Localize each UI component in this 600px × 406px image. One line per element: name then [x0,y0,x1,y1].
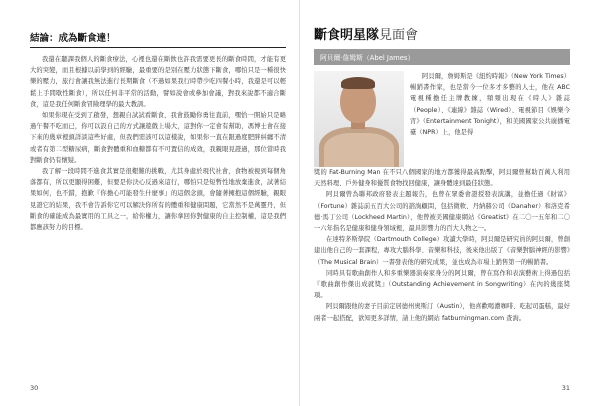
bio-paragraph-1: 獎的 Fat-Burning Man 在不只八個國家的地方都獲得最高點擊，阿貝爾曾幫助百萬人利用天然料理、戶外健身和優質食物找回健康，讓身體達到最佳狀態。 [314,169,570,188]
bio-paragraph-top: 阿貝爾，詹姆斯是《紐約時報》（New York Times）暢銷書作家，也是當今一位多才多藝的人士，他在 ABC 電視種擔任主牌教練，頻頻出現在《時人》雜誌（People）、《連線》雜誌（Wired）、電視節目《娛樂今宵》（Entertainment Tonight），和美國國家公共廣播電臺（NPR）上，他是得 [410,73,570,137]
bio-paragraph-4: 同時具有歌曲創作人和多重樂器演奏家身分的阿貝爾，曾在寫作和表演藝術上得過包括『歌曲創作傑出成就獎』（Outstanding Achievement in Songwriting）在內的幾座獎項。 [314,269,570,300]
left-paragraph-3: 我了解一段時間不進食其實是很艱難的挑戰，尤其身處於現代社會，食物被視到每個角落都有，所以更顯得困難，但要是你決心反過來這行，哪怕只是短暫性地放棄進食，試著結果如何，也不錯，抱歉『你擔心可能發生什麼事』的這個念頭，會隨著擁抱這個經驗，親眼見證它的結果，我不會告訴你它可以解決你所有的體重和健康問題，它當然不是萬靈丹，但斷食的確能成為最實用的工具之一，給你權力，讓你拿回你對健康的自主控制權，這是我們都應該努力的目標。 [30,168,286,232]
left-paragraph-2: 如果你現在受到了啟發，想親自試試看斷食，我會鼓勵你勇往直前，嘿恰一開始只是略過午餐不吃而已，你可以設自己的方式讓遊戲上場大，這對你一定會有幫助，馮博士會在接下來的幾章裡頭詳談這些好處，但我們需該可以這樣說，如果你一直在跟過度肥胖糾纏不清或者有第二型糖尿病，斷食對體重和血糖都有不可置信的成效，我親眼見證過，那位當時我對斷食仍有懷疑。 [30,112,286,164]
photo-shirt [324,133,394,167]
author-photo [314,71,404,167]
bio-paragraph-3: 在達特茅斯學院（Dartmouth College）攻讀大學時，阿貝爾是研究員的阿貝爾，曾創建出他自己的一套課程，專攻大腦科學、音樂和科技，後來他出版了《音樂對腦神經的影響》（The Musical Brain）一書發表他的研究成果，並也成為市場上銷售第一的暢銷書。 [314,236,570,266]
right-page [300,0,600,406]
right-page-title [314,24,570,43]
photo-hair [341,77,375,89]
title-light: 見面會 [379,28,419,43]
title-bold: 斷食明星隊 [314,28,380,43]
bio-paragraph-2: 阿貝爾曾為聯邦政府發表主題報告，也曾在眾委會證授發表演講，並擔任過《財富》（Fortune）雜誌前五百大公司的諮詢顧問，包括微軟、丹納赫公司（Danaher）和洛克希德·馬丁公司（Lockheed Martin），他曾被美國健康網站《Greatist》在二〇一五年和二〇一六年指名是健康和健身領域裡，最具影響力的百大人物之一。 [314,191,570,233]
left-paragraph-1: 我還在聽課我個人的斷食療法，心裡也還在斷飲也許我需要更長的斷食時間，才能有更大的突變，而且根據以前學到的經驗，最重要的是別在壓力狀態下斷食，哪怕只是一種很快樂的壓力，旅行會讓我無法進行長期斷食（不過如果我行時帶少吃四餐小時，我還是可以輕鬆上手間歇性斷食），所以任何非平常的活動，譬如說會或參加會議，對我來說都不適合斷食，這是我任何斷食冒險理學的最大教訓。 [30,56,286,108]
left-heading: 結論：成為斷食達！ [30,30,286,48]
left-page-number: 30 [30,384,39,392]
right-page-number: 31 [561,384,570,392]
bio-header [314,71,570,167]
bio-intro [410,71,570,167]
bio-paragraph-5: 阿貝爾跟他的妻子目前定居德州奧斯汀（Austin），他喜歡喝濃咖啡、吃起司蛋糕，最好兩者一起搭配，欲知更多詳情，請上他的網站 fatburningman.com 查詢。 [314,303,570,322]
profile-name-bar: 阿貝爾·詹姆斯（Abel James） [314,49,570,65]
